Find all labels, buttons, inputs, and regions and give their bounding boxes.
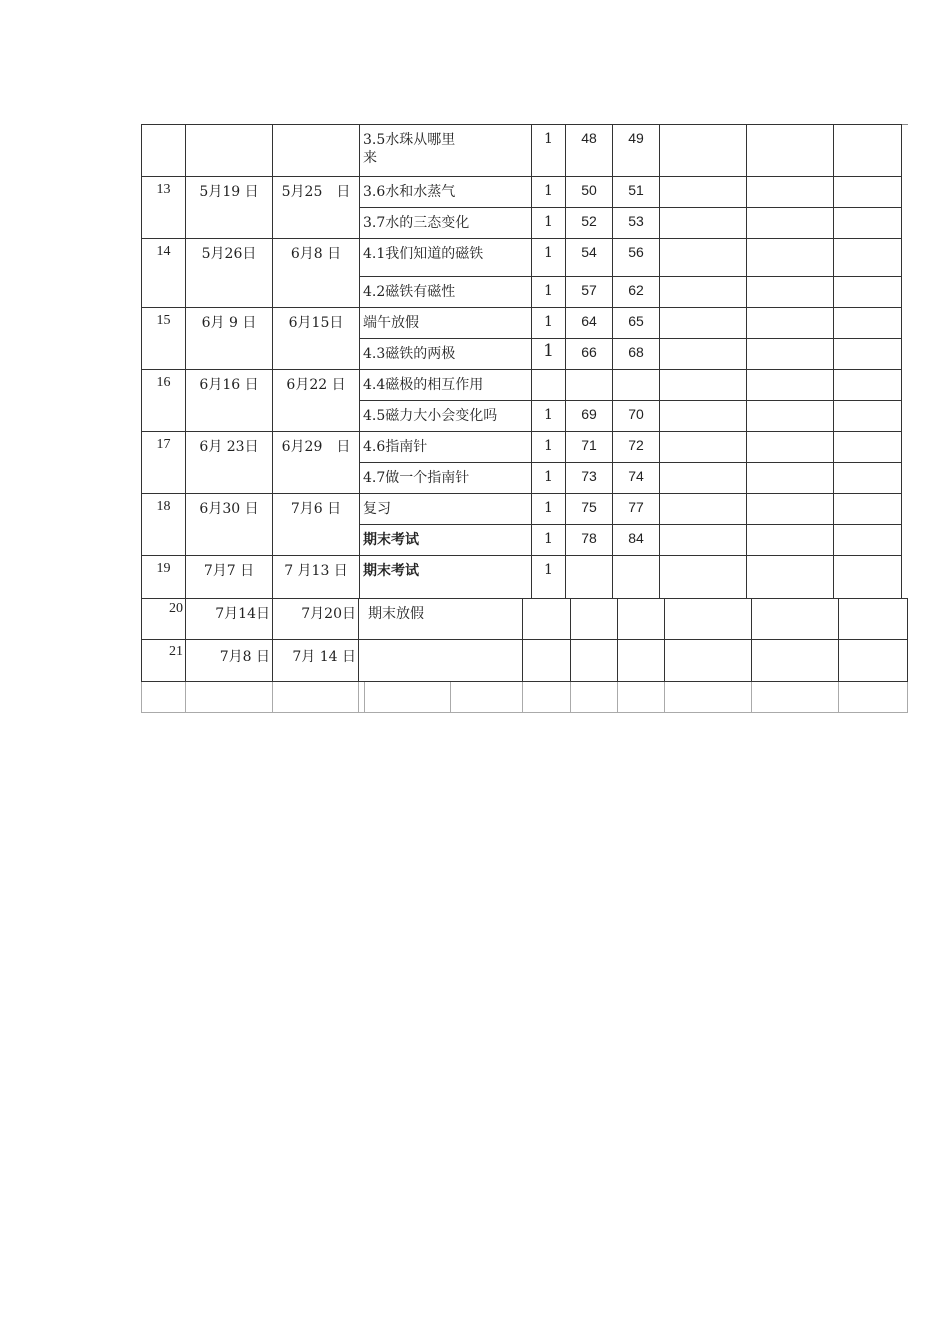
hours-cell: 1	[532, 277, 566, 308]
lesson-cell: 3.7水的三态变化	[360, 208, 532, 239]
lesson-cell: 4.7做一个指南针	[360, 463, 532, 494]
week-number: 17	[142, 432, 186, 494]
page-end-cell: 65	[613, 308, 660, 339]
end-date: 7月6 日	[273, 494, 360, 556]
page-start-cell: 66	[566, 339, 613, 370]
table-row	[142, 239, 902, 277]
start-date: 6月 23日	[186, 432, 273, 494]
lesson-cell: 4.4磁极的相互作用	[360, 370, 532, 401]
end-date: 6月29 日	[273, 432, 360, 494]
start-date: 7月7 日	[186, 556, 273, 599]
page-start-cell: 57	[566, 277, 613, 308]
end-date: 7月 14 日	[273, 640, 359, 682]
page-end-cell: 74	[613, 463, 660, 494]
lesson-cell	[359, 640, 523, 682]
page-start-cell	[566, 370, 613, 401]
page-end-cell	[613, 370, 660, 401]
hours-cell: 1	[532, 125, 566, 177]
lesson-cell: 期末考试	[360, 525, 532, 556]
week-number: 19	[142, 556, 186, 599]
hours-cell: 1	[532, 177, 566, 208]
end-date: 6月15日	[273, 308, 360, 370]
hours-cell: 1	[532, 308, 566, 339]
table-row	[142, 308, 902, 339]
page-end-cell: 70	[613, 401, 660, 432]
table-row	[142, 599, 908, 640]
table-row	[142, 125, 902, 177]
end-date: 6月8 日	[273, 239, 360, 308]
end-date: 7 月13 日	[273, 556, 360, 599]
table-row	[142, 682, 908, 713]
hours-cell	[532, 370, 566, 401]
table-row	[142, 177, 902, 208]
lesson-cell: 3.6水和水蒸气	[360, 177, 532, 208]
page-end-cell: 72	[613, 432, 660, 463]
week-number: 21	[142, 640, 186, 682]
page-end-cell: 56	[613, 239, 660, 277]
page-start-cell: 78	[566, 525, 613, 556]
page-start-cell: 73	[566, 463, 613, 494]
page-start-cell	[566, 556, 613, 599]
start-date: 6月16 日	[186, 370, 273, 432]
page-end-cell: 49	[613, 125, 660, 177]
page-start-cell: 75	[566, 494, 613, 525]
week-number: 15	[142, 308, 186, 370]
hours-cell: 1	[532, 208, 566, 239]
table-row	[142, 494, 902, 525]
start-date: 7月8 日	[186, 640, 273, 682]
page-end-cell	[613, 556, 660, 599]
lesson-cell: 3.5水珠从哪里 来	[360, 125, 532, 177]
lesson-cell: 期末放假	[359, 599, 523, 640]
week-number: 16	[142, 370, 186, 432]
start-date: 6月30 日	[186, 494, 273, 556]
start-date: 5月26日	[186, 239, 273, 308]
hours-cell: 1	[532, 239, 566, 277]
end-date: 6月22 日	[273, 370, 360, 432]
page-end-cell: 53	[613, 208, 660, 239]
schedule-table-tail	[141, 598, 908, 713]
end-date: 5月25 日	[273, 177, 360, 239]
lesson-cell: 4.3磁铁的两极	[360, 339, 532, 370]
start-date: 5月19 日	[186, 177, 273, 239]
week-number: 20	[142, 599, 186, 640]
hours-cell: 1	[532, 556, 566, 599]
page-start-cell: 52	[566, 208, 613, 239]
page-start-cell: 69	[566, 401, 613, 432]
lesson-cell: 4.6指南针	[360, 432, 532, 463]
page-end-cell: 84	[613, 525, 660, 556]
page-start-cell: 54	[566, 239, 613, 277]
week-number: 18	[142, 494, 186, 556]
hours-cell: 1	[532, 401, 566, 432]
hours-cell: 1	[532, 525, 566, 556]
start-date: 7月14日	[186, 599, 273, 640]
page-end-cell: 68	[613, 339, 660, 370]
page-start-cell: 71	[566, 432, 613, 463]
lesson-cell: 端午放假	[360, 308, 532, 339]
week-number: 13	[142, 177, 186, 239]
hours-cell: 1	[532, 494, 566, 525]
page-end-cell: 62	[613, 277, 660, 308]
page-start-cell: 64	[566, 308, 613, 339]
table-row	[142, 640, 908, 682]
page-start-cell: 48	[566, 125, 613, 177]
page-end-cell: 77	[613, 494, 660, 525]
table-row	[142, 370, 902, 401]
hours-cell: 1	[532, 432, 566, 463]
start-date: 6月 9 日	[186, 308, 273, 370]
lesson-cell: 复习	[360, 494, 532, 525]
lesson-cell: 4.5磁力大小会变化吗	[360, 401, 532, 432]
lesson-cell: 期末考试	[360, 556, 532, 599]
hours-cell: 1	[532, 463, 566, 494]
table-row	[142, 556, 902, 599]
week-number: 14	[142, 239, 186, 308]
schedule-table	[141, 124, 902, 599]
end-date: 7月20日	[273, 599, 359, 640]
hours-cell: 1	[532, 339, 566, 370]
page-end-cell: 51	[613, 177, 660, 208]
lesson-cell: 4.1我们知道的磁铁	[360, 239, 532, 277]
table-row	[142, 432, 902, 463]
lesson-cell: 4.2磁铁有磁性	[360, 277, 532, 308]
page-start-cell: 50	[566, 177, 613, 208]
